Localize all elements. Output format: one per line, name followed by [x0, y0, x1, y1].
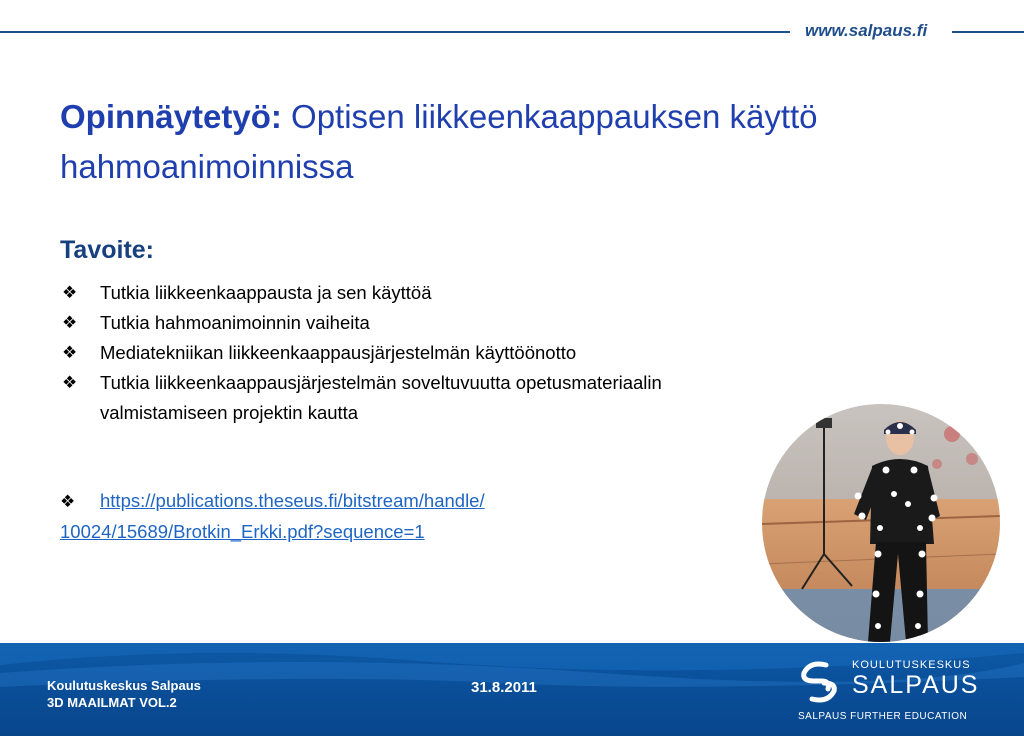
logo-tagline: SALPAUS FURTHER EDUCATION — [798, 711, 968, 722]
diamond-bullet-icon: ❖ — [60, 492, 76, 511]
diamond-bullet-icon: ❖ — [62, 283, 78, 302]
footer-org-name: Koulutuskeskus Salpaus — [47, 678, 201, 693]
salpaus-logo-icon — [796, 659, 842, 705]
diamond-bullet-icon: ❖ — [62, 373, 78, 392]
footer-organization — [47, 677, 201, 711]
goals-list — [60, 278, 740, 428]
list-item — [60, 368, 740, 428]
title-bold: Opinnäytetyö: — [60, 98, 282, 135]
footer-project-name: 3D MAAILMAT VOL.2 — [47, 695, 177, 710]
footer-date: 31.8.2011 — [471, 679, 537, 696]
diamond-bullet-icon: ❖ — [62, 343, 78, 362]
thesis-link[interactable]: https://publications.theseus.fi/bitstream/handle/ — [100, 490, 485, 511]
list-item-text: Tutkia liikkeenkaappausta ja sen käyttöä — [100, 282, 432, 303]
list-item — [60, 278, 740, 308]
diamond-bullet-icon: ❖ — [62, 313, 78, 332]
thesis-link-block — [60, 486, 485, 547]
logo-big-text: SALPAUS — [852, 671, 980, 699]
footer-banner — [0, 643, 1024, 736]
list-item-text: Tutkia hahmoanimoinnin vaiheita — [100, 312, 370, 333]
list-item — [60, 308, 740, 338]
goals-heading: Tavoite: — [60, 236, 154, 264]
list-item — [60, 338, 740, 368]
header-rule — [0, 31, 790, 33]
list-item-text: Tutkia liikkeenkaappausjärjestelmän soveltuvuutta opetusmateriaalin valmistamiseen projektin kautta — [100, 372, 662, 423]
header-rule-right — [952, 31, 1024, 33]
thesis-link-continued[interactable]: 10024/15689/Brotkin_Erkki.pdf?sequence=1 — [60, 521, 425, 542]
site-url[interactable]: www.salpaus.fi — [805, 21, 928, 40]
logo-small-text: KOULUTUSKESKUS — [852, 659, 971, 671]
title-rest: Optisen liikkeenkaappauksen käyttö hahmoanimoinnissa — [60, 98, 818, 185]
salpaus-logo — [796, 657, 996, 727]
motion-capture-illustration — [762, 404, 1000, 642]
motion-capture-photo — [762, 404, 1000, 642]
page-title — [60, 92, 920, 192]
list-item-text: Mediatekniikan liikkeenkaappausjärjestelmän käyttöönotto — [100, 342, 577, 363]
